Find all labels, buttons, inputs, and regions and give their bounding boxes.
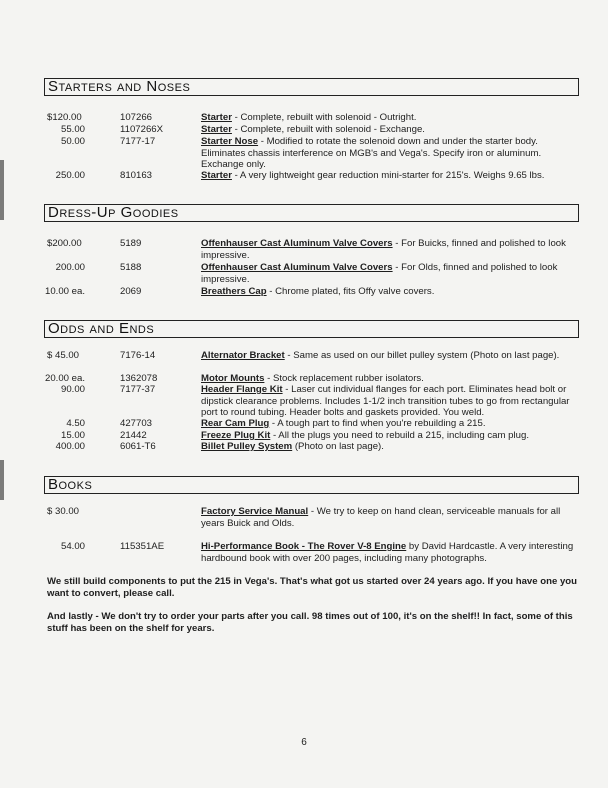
item-description [201, 262, 581, 285]
item-description [201, 418, 581, 430]
item-price: $ 45.00 [47, 350, 80, 361]
item-desc-text: - A very lightweight gear reduction mini-starter for 215's. Weighs 9.65 lbs. [231, 170, 545, 181]
item-name: Starter [201, 124, 232, 135]
item-part-number: 427703 [120, 418, 153, 429]
item-desc-text: - We try to keep on hand clean, serviceable manuals for all years Buick and Olds. [201, 506, 561, 529]
item-name: Hi-Performance Book - The Rover V-8 Engine [201, 541, 407, 552]
item-part-number: 2069 [120, 286, 142, 297]
item-desc-text: - Chrome plated, fits Offy valve covers. [266, 286, 435, 297]
item-price: 50.00 [60, 136, 85, 147]
closing-note: And lastly - We don't try to order your parts after you call. 98 times out of 100, it's on the shelf!! In fact, some of this stuff has been on the shelf for years. [47, 611, 573, 634]
item-name: Starter [201, 170, 232, 181]
section-header-dress-up: Dress-Up Goodies [44, 204, 579, 222]
item-description [201, 124, 581, 136]
item-part-number: 6061-T6 [120, 441, 156, 452]
item-desc-text: - Same as used on our billet pulley system (Photo on last page). [284, 350, 560, 361]
item-price: 54.00 [60, 541, 85, 552]
section-header-books: Books [44, 476, 579, 494]
item-part-number: 810163 [120, 170, 153, 181]
item-desc-text: - For Buicks, finned and polished to look impressive. [201, 238, 566, 261]
item-part-number: 115351AE [120, 541, 165, 552]
item-description [201, 112, 581, 124]
section-header-odds-and-ends: Odds and Ends [44, 320, 579, 338]
item-description [201, 238, 581, 261]
item-description [201, 286, 581, 298]
item-price: 15.00 [60, 430, 85, 441]
item-desc-text: by David Hardcastle. A very interesting hardbound book with over 200 pages, including many photographs. [201, 541, 574, 564]
item-description [201, 170, 581, 182]
item-price: $120.00 [47, 112, 82, 123]
item-name: Motor Mounts [201, 373, 265, 384]
item-desc-text: (Photo on last page). [292, 441, 384, 452]
item-price: 250.00 [55, 170, 85, 181]
item-part-number: 1107266X [120, 124, 164, 135]
item-name: Billet Pulley System [201, 441, 293, 452]
item-name: Offenhauser Cast Aluminum Valve Covers [201, 262, 393, 273]
binder-hole-shadow [0, 460, 4, 500]
item-price: $ 30.00 [47, 506, 80, 517]
item-desc-text: - Stock replacement rubber isolators. [264, 373, 424, 384]
item-name: Factory Service Manual [201, 506, 309, 517]
item-part-number: 7176-14 [120, 350, 156, 361]
item-part-number: 21442 [120, 430, 147, 441]
item-price: 20.00 ea. [44, 373, 85, 384]
item-desc-text: - All the plugs you need to rebuild a 215, including cam plug. [270, 430, 529, 441]
section-header-starters: Starters and Noses [44, 78, 579, 96]
item-price: 400.00 [55, 441, 85, 452]
item-description [201, 350, 581, 362]
item-price: 4.50 [66, 418, 85, 429]
item-price: 200.00 [55, 262, 85, 273]
item-name: Alternator Bracket [201, 350, 285, 361]
item-part-number: 7177-37 [120, 384, 156, 395]
item-name: Offenhauser Cast Aluminum Valve Covers [201, 238, 393, 249]
item-desc-text: - Complete, rebuilt with solenoid - Outright. [231, 112, 417, 123]
item-name: Rear Cam Plug [201, 418, 270, 429]
item-description [201, 506, 581, 529]
item-name: Header Flange Kit [201, 384, 283, 395]
item-description [201, 541, 581, 564]
item-description [201, 441, 581, 453]
binder-hole-shadow [0, 160, 4, 220]
item-name: Starter [201, 112, 232, 123]
item-price: 10.00 ea. [44, 286, 85, 297]
item-description [201, 136, 581, 171]
item-price: 90.00 [60, 384, 85, 395]
item-name: Breathers Cap [201, 286, 267, 297]
item-description [201, 430, 581, 442]
item-description [201, 373, 581, 385]
item-desc-text: - A tough part to find when you're rebuilding a 215. [269, 418, 486, 429]
item-part-number: 107266 [120, 112, 153, 123]
item-desc-text: - Modified to rotate the solenoid down and under the starter body. Eliminates chassis interference on MGB's and Vega's. Specify iron or aluminum. Exchange only. [201, 136, 542, 171]
item-desc-text: - For Olds, finned and polished to look impressive. [201, 262, 558, 285]
item-description [201, 384, 581, 419]
item-name: Starter Nose [201, 136, 259, 147]
item-desc-text: - Laser cut individual flanges for each port. Eliminates head bolt or dipstick clearance problems. Includes 1-1/2 inch transition tubes to go from rectangular port to round tubing. Header bolts and gaskets provided. You weld. [201, 384, 570, 419]
item-price: 55.00 [60, 124, 85, 135]
item-price: $200.00 [47, 238, 82, 249]
item-desc-text: - Complete, rebuilt with solenoid - Exchange. [231, 124, 425, 135]
page-number: 6 [301, 737, 307, 748]
item-part-number: 5189 [120, 238, 142, 249]
item-part-number: 1362078 [120, 373, 158, 384]
item-name: Freeze Plug Kit [201, 430, 271, 441]
item-part-number: 7177-17 [120, 136, 156, 147]
closing-note: We still build components to put the 215 in Vega's. That's what got us started over 24 years ago. If you have one you want to convert, please call. [47, 576, 578, 599]
item-part-number: 5188 [120, 262, 142, 273]
